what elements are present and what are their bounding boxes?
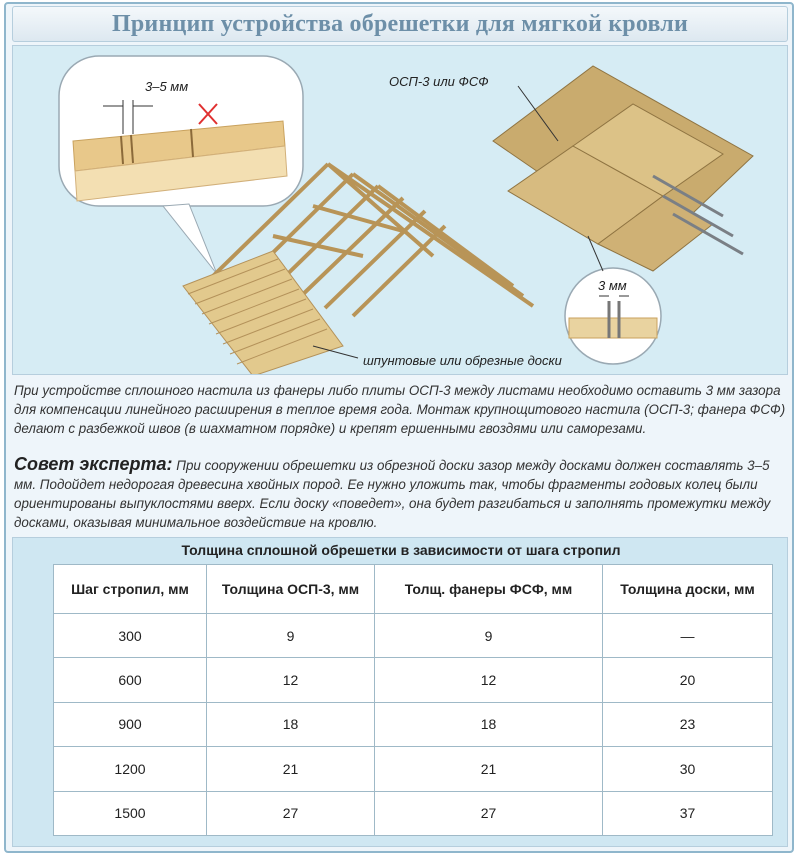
table-cell: 23 [603, 702, 773, 746]
header-rafter-step: Шаг стропил, мм [54, 565, 207, 614]
table-cell: 12 [375, 658, 603, 702]
table-cell: 300 [54, 614, 207, 658]
osb-panels [493, 66, 753, 271]
table-row [54, 702, 773, 746]
table-cell: 37 [603, 791, 773, 835]
table-cell: 27 [207, 791, 375, 835]
table-cell: 600 [54, 658, 207, 702]
osb-label: ОСП-3 или ФСФ [389, 74, 489, 89]
table-cell: 21 [207, 747, 375, 791]
table-cell: 18 [375, 702, 603, 746]
thickness-table-panel [12, 537, 788, 847]
header-osb: Толщина ОСП-3, мм [207, 565, 375, 614]
table-title: Толщина сплошной обрешетки в зависимости от шага стропил [181, 542, 621, 558]
gap-label-top: 3–5 мм [145, 79, 189, 94]
expert-tip-text: При сооружении обрешетки из обрезной доски зазор между досками должен составлять 3–5 мм. Подойдет недорогая древесина хвойных пород. Ее нужно уложить так, чтобы фрагменты годовых колец были ориентированы выпуклостями вверх. Если доску «поведет», она будет разгибаться и заполнять промежутки между досками, оказывая минимальное воздействие на кровлю. [14, 458, 771, 530]
table-row [54, 791, 773, 835]
table-cell: 21 [375, 747, 603, 791]
table-cell: 9 [207, 614, 375, 658]
table-cell: 1200 [54, 747, 207, 791]
table-cell: 1500 [54, 791, 207, 835]
title-bar [12, 6, 788, 42]
table-cell: 18 [207, 702, 375, 746]
roof-drawing [13, 46, 788, 375]
description-paragraph: При устройстве сплошного настила из фанеры либо плиты ОСП-3 между листами необходимо оставить 3 мм зазора для компенсации линейного расширения в теплое время года. Монтаж крупнощитового настила (ОСП-3; фанера ФСФ) делают с разбежкой швов (в шахматном порядке) и крепят ершенными гвоздями или саморезами. [14, 383, 786, 436]
table-cell: 12 [207, 658, 375, 702]
table-row [54, 658, 773, 702]
table-cell: 900 [54, 702, 207, 746]
table-row [54, 614, 773, 658]
page-title: Принцип устройства обрешетки для мягкой кровли [112, 10, 688, 37]
expert-tip [14, 455, 786, 532]
header-plywood: Толщ. фанеры ФСФ, мм [375, 565, 603, 614]
table-cell: — [603, 614, 773, 658]
table-row [54, 747, 773, 791]
table-cell: 27 [375, 791, 603, 835]
thickness-table [53, 564, 773, 836]
board-deck [183, 251, 343, 375]
table-cell: 9 [375, 614, 603, 658]
roof-illustration [12, 45, 788, 375]
table-header-row [54, 565, 773, 614]
boards-label: шпунтовые или обрезные доски [363, 353, 562, 368]
header-board: Толщина доски, мм [603, 565, 773, 614]
table-cell: 30 [603, 747, 773, 791]
table-cell: 20 [603, 658, 773, 702]
gap-label-right: 3 мм [598, 278, 627, 293]
expert-tip-heading: Совет эксперта: [14, 454, 173, 474]
